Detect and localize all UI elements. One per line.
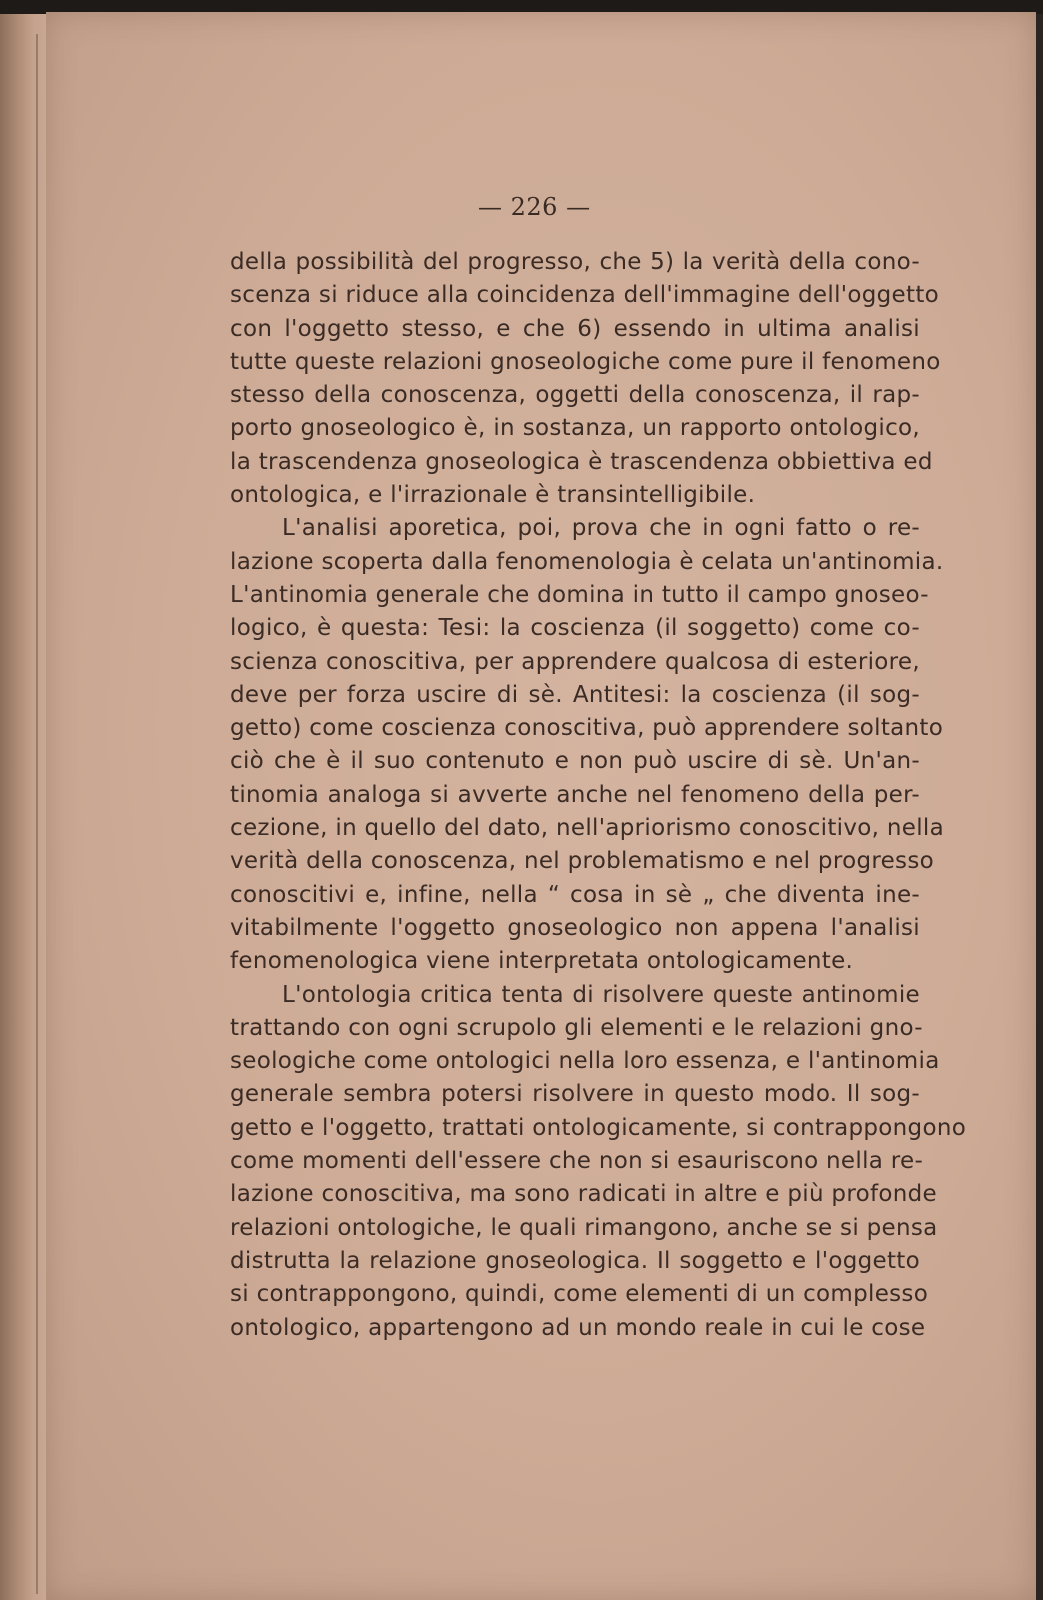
text-line: della possibilità del progresso, che 5) la verità della cono- xyxy=(230,249,920,275)
text-line: ciò che è il suo contenuto e non può uscire di sè. Un'an- xyxy=(230,748,920,775)
text-line: lazione conoscitiva, ma sono radicati in altre e più profonde xyxy=(230,1181,937,1208)
text-line: seologiche come ontologici nella loro essenza, e l'antinomia xyxy=(230,1048,940,1075)
text-line: cezione, in quello del dato, nell'apriorismo conoscitivo, nella xyxy=(230,815,944,842)
text-line: ontologico, appartengono ad un mondo reale in cui le cose xyxy=(230,1314,926,1341)
page-number: — 226 — xyxy=(478,193,591,221)
text-line: porto gnoseologico è, in sostanza, un rapporto ontologico, xyxy=(230,415,920,442)
text-line: fenomenologica viene interpretata ontologicamente. xyxy=(230,948,854,975)
text-line: scenza si riduce alla coincidenza dell'immagine dell'oggetto xyxy=(230,282,940,309)
text-line: L'analisi aporetica, poi, prova che in ogni fatto o re- xyxy=(282,515,920,542)
text-line: vitabilmente l'oggetto gnoseologico non appena l'analisi xyxy=(230,914,920,941)
text-line: verità della conoscenza, nel problematismo e nel progresso xyxy=(230,848,934,875)
book-spine xyxy=(0,14,48,1600)
text-line: la trascendenza gnoseologica è trascendenza obbiettiva ed xyxy=(230,448,933,475)
text-line: getto) come coscienza conoscitiva, può apprendere soltanto xyxy=(230,715,944,742)
text-line: conoscitivi e, infine, nella “ cosa in sè „ che diventa ine- xyxy=(230,881,920,908)
text-line: tutte queste relazioni gnoseologiche come pure il fenomeno xyxy=(230,348,941,375)
text-line: trattando con ogni scrupolo gli elementi e le relazioni gno- xyxy=(230,1014,923,1041)
text-line: L'antinomia generale che domina in tutto il campo gnoseo- xyxy=(230,581,929,608)
text-line: L'ontologia critica tenta di risolvere queste antinomie xyxy=(282,981,920,1008)
text-line: lazione scoperta dalla fenomenologia è celata un'antinomia. xyxy=(230,548,944,575)
text-line: distrutta la relazione gnoseologica. Il soggetto e l'oggetto xyxy=(230,1247,920,1274)
text-line: ontologica, e l'irrazionale è transintelligibile. xyxy=(230,482,756,509)
text-line: scienza conoscitiva, per apprendere qualcosa di esteriore, xyxy=(230,648,920,675)
text-line: si contrappongono, quindi, come elementi di un complesso xyxy=(230,1281,929,1308)
text-line: relazioni ontologiche, le quali rimangono, anche se si pensa xyxy=(230,1214,938,1241)
text-line: logico, è questa: Tesi: la coscienza (il soggetto) come co- xyxy=(230,615,920,642)
body-text xyxy=(230,246,967,1345)
text-line: getto e l'oggetto, trattati ontologicamente, si contrappongono xyxy=(230,1114,967,1141)
text-line: stesso della conoscenza, oggetti della conoscenza, il rap- xyxy=(230,382,920,409)
text-line: come momenti dell'essere che non si esauriscono nella re- xyxy=(230,1148,924,1175)
text-line: tinomia analoga si avverte anche nel fenomeno della per- xyxy=(230,781,920,808)
text-line: generale sembra potersi risolvere in questo modo. Il sog- xyxy=(230,1081,920,1108)
text-line: con l'oggetto stesso, e che 6) essendo in ultima analisi xyxy=(230,315,920,342)
spine-crease xyxy=(36,34,38,1594)
text-line: deve per forza uscire di sè. Antitesi: la coscienza (il sog- xyxy=(230,681,920,708)
